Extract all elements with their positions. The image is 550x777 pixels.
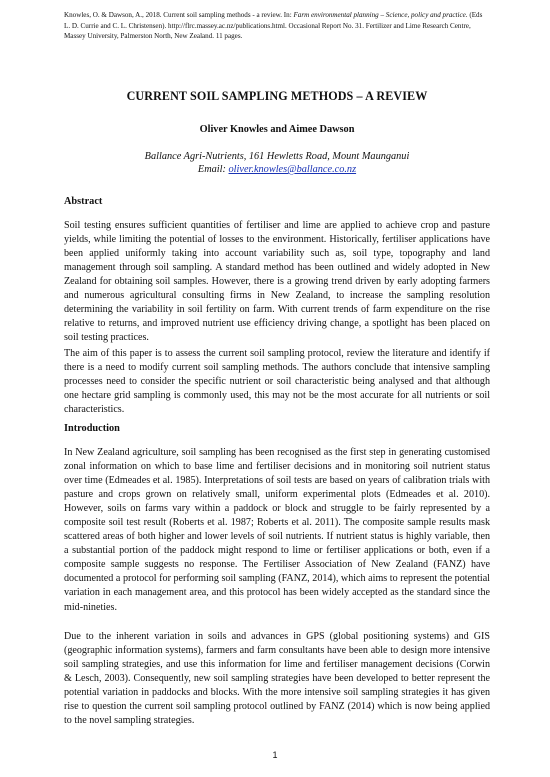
email-link[interactable]: oliver.knowles@ballance.co.nz — [228, 164, 357, 175]
paper-title: CURRENT SOIL SAMPLING METHODS – A REVIEW — [126, 89, 428, 103]
email-label: Email: — [197, 164, 229, 175]
abstract-heading: Abstract — [64, 196, 103, 207]
citation-suffix: . (Eds L. D. Currie and C. L. Christensen). http://flrc.massey.ac.nz/publications.html. Occasional Report No. 31. Fertilizer and Lime Research Centre, Massey University, Palmerston North, New Zealand. 11 pages. — [64, 11, 483, 41]
citation-prefix: Knowles, O. & Dawson, A., 2018. Current soil sampling methods - a review. In: — [64, 11, 294, 19]
abstract-paragraph-2: The aim of this paper is to assess the current soil sampling protocol, review the literature and identify if there is a need to modify current soil sampling methods. The authors conclude that intensive sampling processes need to consider the specific nutrient or soil characteristic being analysed and that although one hectare grid sampling is commonly used, this may not be the most accurate for all nutrients or soil characteristics. — [64, 348, 490, 416]
introduction-heading: Introduction — [64, 423, 120, 434]
abstract-paragraph-1: Soil testing ensures sufficient quantities of fertiliser and lime are applied to achieve crop and pasture yields, while limiting the potential of losses to the environment. Historically, fertiliser applications have been applied uniformly taking into account variability such as, soil type, topography and land management through soil sampling. A standard method has been outlined and widely adopted in New Zealand for obtaining soil samples. However, there is a growing trend driven by early adopting farmers and numerous agricultural consulting firms in New Zealand, to increase the sampling resolution determining the variability in soil fertility on farm. With current trends of farm expenditure on the rise relative to returns, and improved nutrient use efficiency driving change, a spotlight has been placed on soil testing practices. — [64, 220, 490, 344]
email-line — [64, 163, 490, 176]
affiliation: Ballance Agri-Nutrients, 161 Hewletts Road, Mount Maunganui — [144, 151, 410, 162]
affiliation-block — [64, 150, 490, 176]
page-number: 1 — [272, 750, 278, 760]
citation-source: Farm environmental planning – Science, policy and practice — [293, 11, 466, 19]
paper-authors: Oliver Knowles and Aimee Dawson — [199, 124, 355, 135]
introduction-paragraph-2: Due to the inherent variation in soils and advances in GPS (global positioning systems) and GIS (geographic information systems), farmers and farm consultants have been able to design more intensive soil sampling strategies, and use this information for lime and fertiliser management decisions (Corwin & Lesch, 2003). Consequently, new soil sampling strategies have been developed to better represent the potential variation in paddocks and blocks. With the more intensive soil sampling strategies it has given rise to question the current soil sampling protocol outlined by FANZ (2014) which is now being applied to the novel sampling strategies. — [64, 631, 490, 727]
introduction-paragraph-1: In New Zealand agriculture, soil sampling has been recognised as the first step in generating customised zonal information on which to base lime and fertiliser decisions and in monitoring soil nutrient status over time (Edmeades et al. 1985). Interpretations of soil tests are based on years of calibration trials with pasture and crops grown on relatively small, uniform experimental plots (Edmeades et al. 2010). However, soils on farms vary within a paddock or block and struggle to be fairly represented by a composite soil test result (Roberts et al. 1987; Roberts et al. 2011). The composite sample results mask scattered areas of both higher and lower levels of soil nutrients. If nutrient status is highly variable, then a substantial portion of the paddock might respond to lime or fertiliser applications or both, even if a composite sample suggests no response. The Fertiliser Association of New Zealand (FANZ) have documented a protocol for performing soil sampling (FANZ, 2014), which aims to represent the potential variation in each management area, and this protocol has been widely accepted as the standard since the mid-nineties. — [64, 447, 490, 613]
citation-header — [64, 10, 490, 42]
